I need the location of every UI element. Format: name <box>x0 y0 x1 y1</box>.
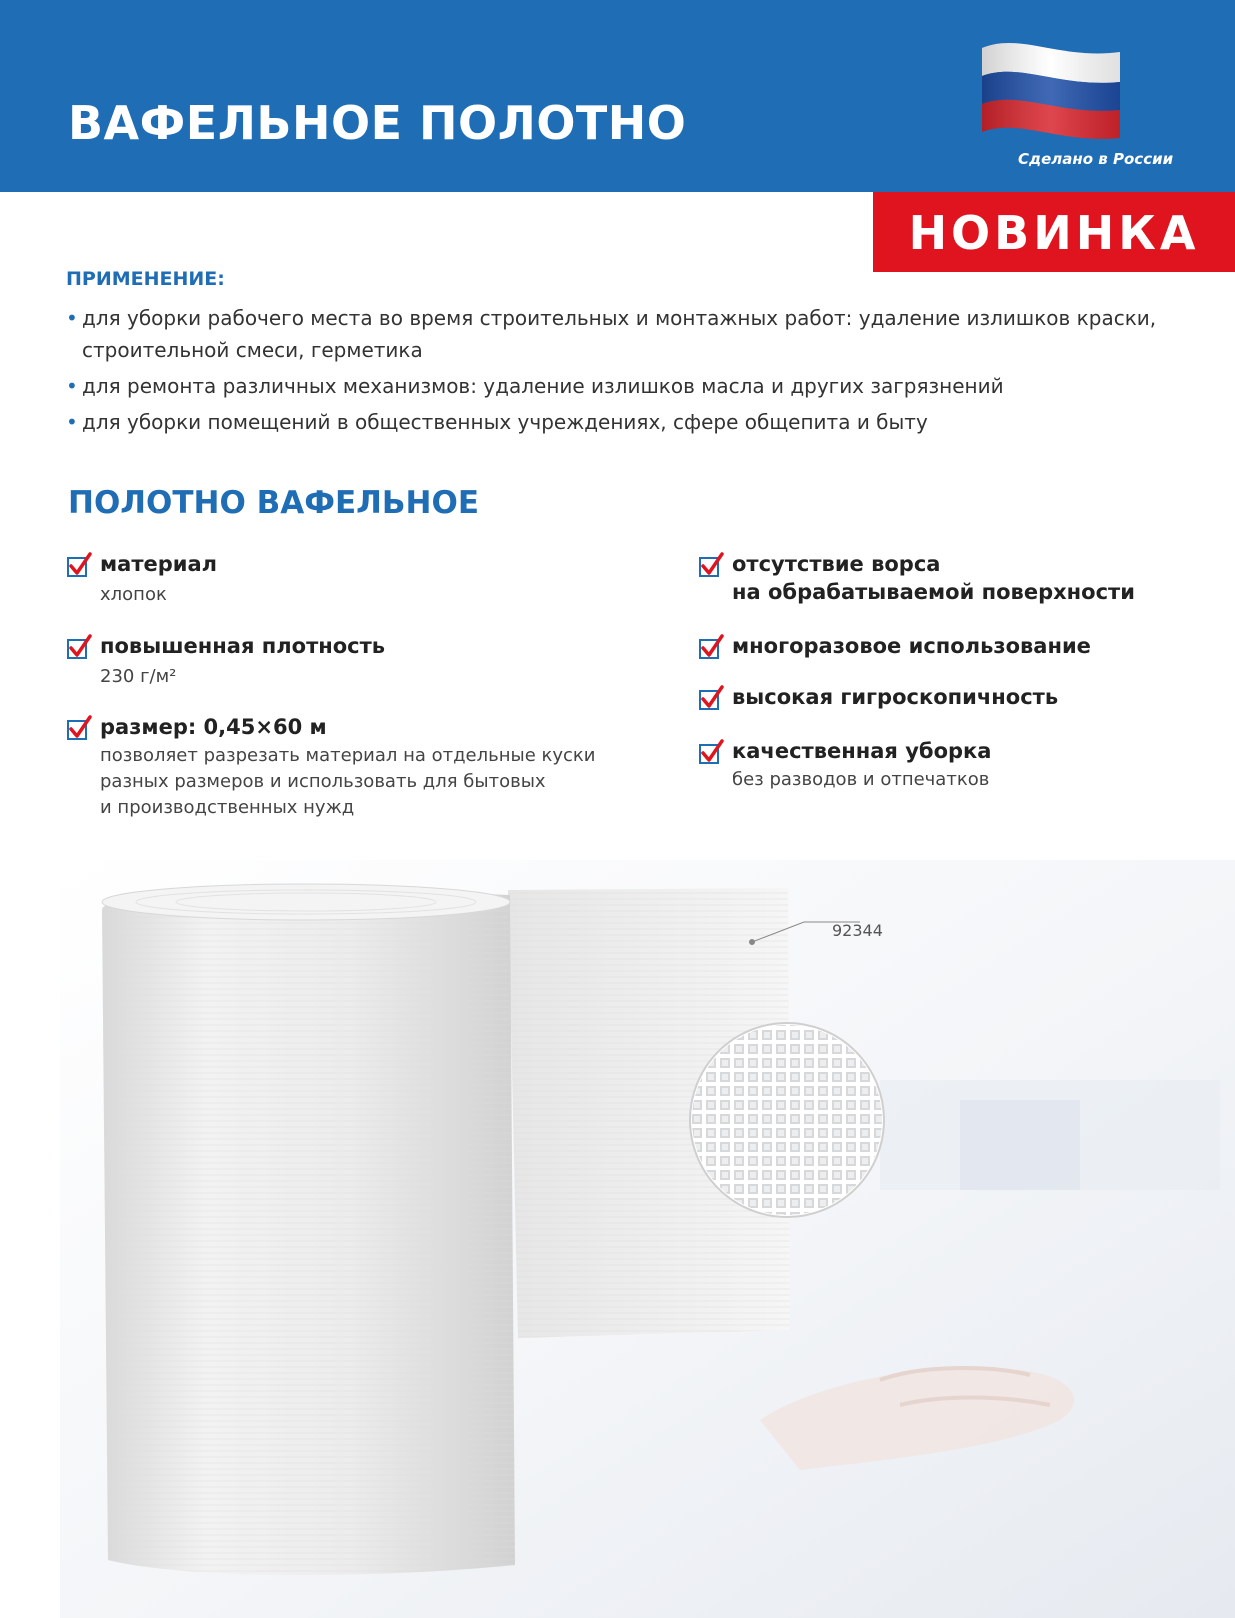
product-photo <box>60 860 1235 1618</box>
feature-size <box>66 713 626 823</box>
new-product-badge <box>873 192 1235 272</box>
product-title: ПОЛОТНО ВАФЕЛЬНОЕ <box>68 485 480 521</box>
feature-title: качественная уборка <box>732 739 992 763</box>
checkbox-check-icon <box>698 552 724 578</box>
application-list <box>66 302 1186 442</box>
feature-title: на обрабатываемой поверхности <box>732 580 1135 604</box>
feature-desc: 230 г/м² <box>100 666 177 687</box>
feature-desc: разных размеров и использовать для бытовых <box>100 771 546 792</box>
new-badge-label: НОВИНКА <box>908 206 1200 260</box>
checkbox-check-icon <box>698 739 724 765</box>
feature-material <box>66 550 626 610</box>
checkbox-check-icon <box>66 715 92 741</box>
feature-desc: без разводов и отпечатков <box>732 769 990 790</box>
bullet-icon: • <box>66 306 78 330</box>
feature-quality-cleaning <box>698 737 1198 797</box>
list-item: • для уборки помещений в общественных учреждениях, сфере общепита и быту <box>66 406 1186 438</box>
feature-title: высокая гигроскопичность <box>732 685 1059 709</box>
bullet-icon: • <box>66 410 78 434</box>
bullet-icon: • <box>66 374 78 398</box>
feature-desc: и производственных нужд <box>100 797 355 818</box>
feature-density <box>66 632 626 692</box>
list-item: • для уборки рабочего места во время строительных и монтажных работ: удаление излишков краски, строительной смеси, герметика <box>66 302 1186 366</box>
feature-title: отсутствие ворса <box>732 552 941 576</box>
application-heading: ПРИМЕНЕНИЕ: <box>66 268 225 290</box>
feature-reusable <box>698 632 1198 662</box>
checkbox-check-icon <box>66 634 92 660</box>
feature-desc: позволяет разрезать материал на отдельные куски <box>100 745 596 766</box>
made-in-russia-label: Сделано в России <box>1018 150 1174 168</box>
page-title: ВАФЕЛЬНОЕ ПОЛОТНО <box>68 96 687 150</box>
checkbox-check-icon <box>698 685 724 711</box>
list-item: • для ремонта различных механизмов: удаление излишков масла и других загрязнений <box>66 370 1186 402</box>
product-code: 92344 <box>832 921 883 940</box>
header-banner <box>0 0 1235 192</box>
feature-title: повышенная плотность <box>100 634 386 658</box>
feature-title: материал <box>100 552 218 576</box>
feature-absorbent <box>698 683 1198 713</box>
feature-desc: хлопок <box>100 584 167 605</box>
checkbox-check-icon <box>66 552 92 578</box>
feature-title: размер: 0,45×60 м <box>100 715 327 739</box>
feature-no-lint <box>698 550 1198 610</box>
checkbox-check-icon <box>698 634 724 660</box>
feature-title: многоразовое использование <box>732 634 1091 658</box>
